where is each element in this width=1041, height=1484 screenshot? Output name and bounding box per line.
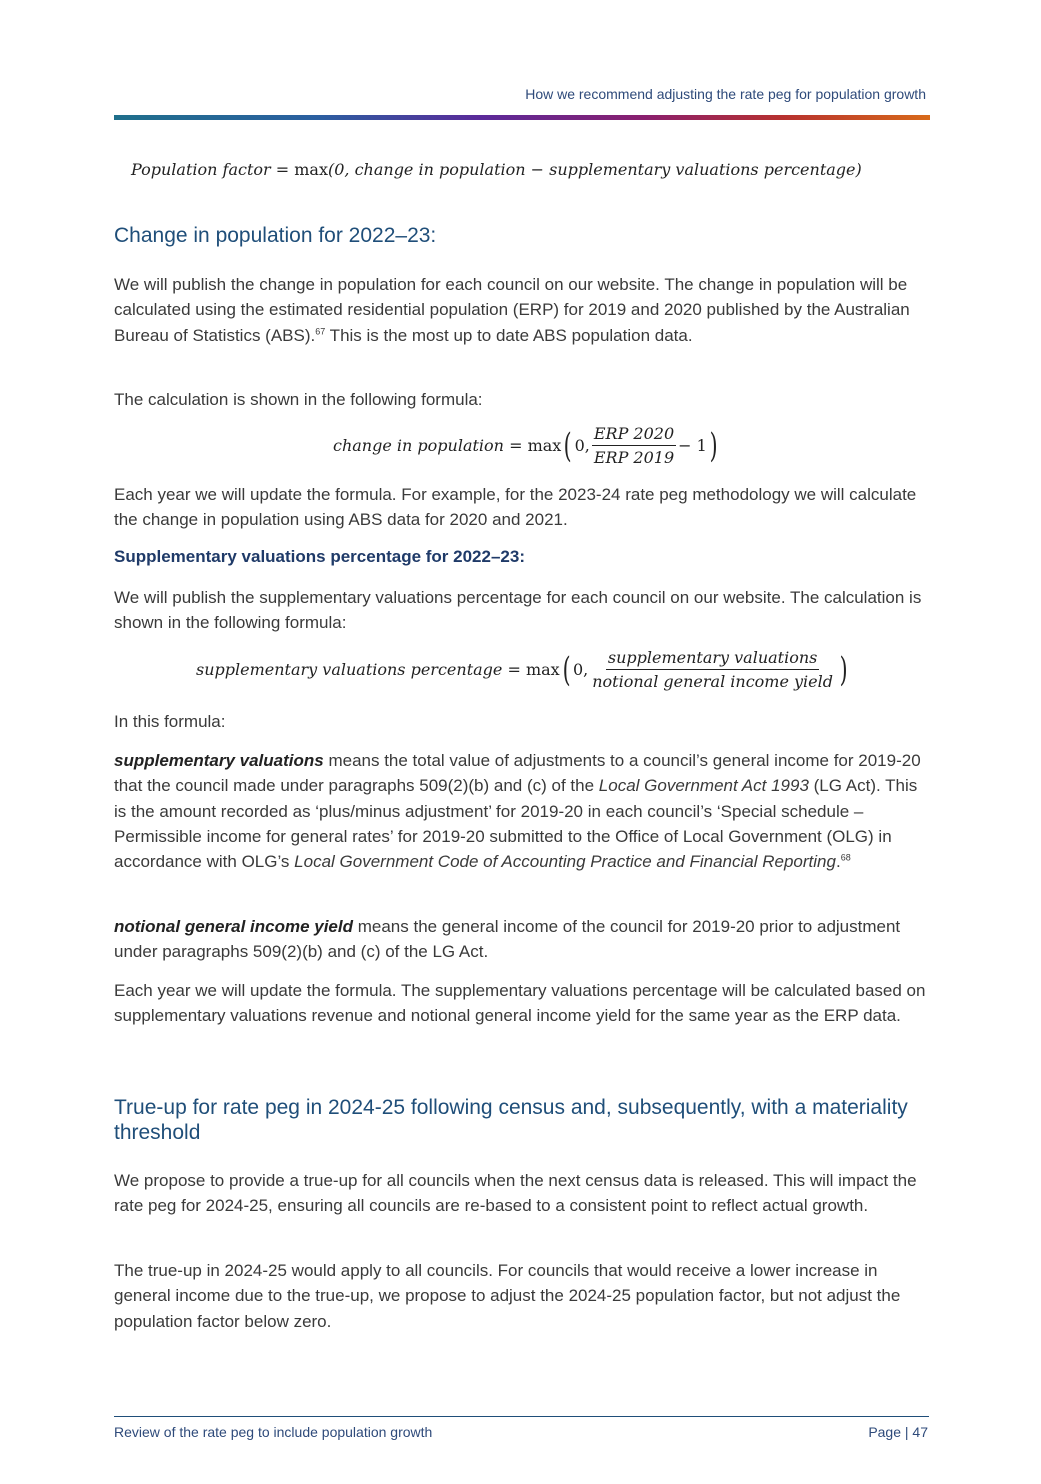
paragraph-supplementary-intro: We will publish the supplementary valuations percentage for each council on our website. The calculation is shown in the following formula:: [114, 588, 922, 633]
definition-notional-general-income-yield: [114, 914, 932, 965]
section-heading-supplementary-valuations: Supplementary valuations percentage for 2022–23:: [114, 547, 525, 566]
running-header: How we recommend adjusting the rate peg for population growth: [525, 86, 926, 102]
supplementary-valuations-formula: [196, 648, 850, 691]
paragraph-in-this-formula: In this formula:: [114, 712, 226, 731]
formula-fraction: [590, 648, 835, 691]
defined-term: notional general income yield: [114, 917, 353, 936]
formula-max: max: [527, 436, 562, 455]
formula-eq: =: [507, 660, 521, 679]
act-title: Local Government Act 1993: [598, 776, 809, 796]
definition-text: means the general income of the council for 2019-20 prior to adjustment under paragraphs 509(2)(b) and (c) of the LG Act.: [114, 917, 901, 962]
code-title: Local Government Code of Accounting Practice and Financial Reporting: [294, 852, 836, 872]
paragraph-text: We will publish the change in population for each council on our website. The change in population will be calculated using the estimated residential population (ERP) for 2019 and 2020 published by the Australian Bureau of Statistics (ABS).: [114, 275, 910, 345]
paragraph-change-population-intro: [114, 272, 932, 348]
formula-rhs: (0, change in population − supplementary valuations percentage): [327, 160, 862, 179]
paragraph-supplementary-update: Each year we will update the formula. The supplementary valuations percentage will be calculated based on supplementary valuations revenue and notional general income yield for the same year as the ERP data.: [114, 981, 926, 1026]
change-in-population-formula: [333, 424, 720, 467]
formula-eq: =: [509, 436, 523, 455]
right-paren: ): [709, 425, 718, 466]
formula-lhs: supplementary valuations percentage: [196, 660, 503, 679]
formula-lhs: Population factor: [131, 160, 271, 179]
defined-term: supplementary valuations: [114, 751, 324, 770]
right-paren: ): [839, 649, 848, 690]
paragraph-text: This is the most up to date ABS population data.: [325, 325, 693, 345]
header-gradient-rule: [114, 115, 930, 120]
fraction-denominator: ERP 2019: [593, 448, 675, 467]
formula-fraction: [592, 424, 676, 467]
paragraph-formula-intro: The calculation is shown in the following formula:: [114, 390, 483, 409]
left-paren: (: [562, 649, 571, 690]
fraction-numerator: supplementary valuations: [606, 648, 820, 670]
fraction-numerator: ERP 2020: [592, 424, 676, 446]
formula-max: max: [525, 660, 560, 679]
footer-rule: [114, 1416, 929, 1417]
footnote-ref-68[interactable]: 68: [840, 852, 851, 863]
formula-lhs: change in population: [333, 436, 504, 455]
definition-text: .: [835, 852, 841, 872]
page-number: Page | 47: [868, 1424, 928, 1440]
footer-document-title: Review of the rate peg to include population growth: [114, 1424, 433, 1440]
section-heading-change-in-population: Change in population for 2022–23:: [114, 224, 437, 247]
population-factor-formula: [131, 160, 862, 179]
left-paren: (: [563, 425, 572, 466]
fraction-denominator: notional general income yield: [592, 672, 833, 691]
formula-max: max: [294, 160, 328, 179]
paragraph-update-formula: Each year we will update the formula. For example, for the 2023-24 rate peg methodology we will calculate the change in population using ABS data for 2020 and 2021.: [114, 485, 917, 530]
paragraph-true-up-detail: The true-up in 2024-25 would apply to all councils. For councils that would receive a lower increase in general income due to the true-up, we propose to adjust the 2024-25 population factor, but not adjust the population factor below zero.: [114, 1261, 901, 1331]
definition-supplementary-valuations: [114, 748, 932, 874]
formula-zero: 0,: [574, 436, 590, 455]
formula-tail: − 1: [678, 436, 707, 455]
section-heading-true-up: True-up for rate peg in 2024-25 following census and, subsequently, with a materiality threshold: [114, 1096, 908, 1144]
footnote-ref-67[interactable]: 67: [315, 325, 326, 336]
paragraph-true-up-intro: We propose to provide a true-up for all councils when the next census data is released. This will impact the rate peg for 2024-25, ensuring all councils are re-based to a consistent point to reflect actual growth.: [114, 1171, 917, 1216]
definition-text: (LG Act). This is the amount recorded as ‘plus/minus adjustment’ for 2019-20 in each council’s ‘Special schedule – Permissible income for general rates’ for 2019-20 submitted to the Office of Local Government (OLG) in accordance with OLG’s: [114, 776, 918, 872]
formula-eq: =: [275, 160, 290, 179]
formula-zero: 0,: [572, 660, 589, 679]
definition-text: means the total value of adjustments to a council’s general income for 2019-20 that the council made under paragraphs 509(2)(b) and (c) of the: [114, 751, 921, 796]
